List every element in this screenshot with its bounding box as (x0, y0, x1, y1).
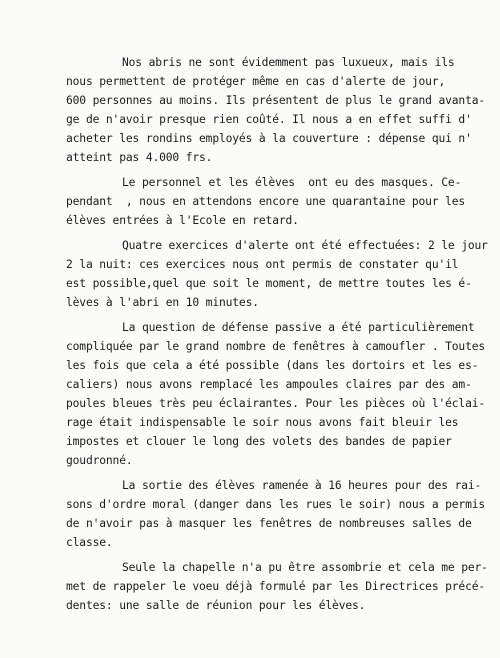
text-line: dentes: une salle de réunion pour les élèves. (66, 599, 366, 612)
text-line: impostes et clouer le long des volets des bandes de papier (66, 435, 452, 448)
text-line: ge de n'avoir presque rien coûté. Il nous a en effet suffi d' (66, 113, 472, 126)
paragraph-abris (66, 53, 491, 167)
text-line: La question de défense passive a été particulièrement (122, 321, 475, 334)
text-line: La sortie des élèves ramenée à 16 heures pour des rai- (122, 479, 482, 492)
text-line: Nos abris ne sont évidemment pas luxueux, mais ils (122, 56, 455, 69)
paragraph-masques (66, 173, 491, 230)
text-line: met de rappeler le voeu déjà formulé par les Directrices précé- (66, 580, 486, 593)
text-line: poules bleues très peu éclairantes. Pour les pièces où l'éclai- (66, 397, 486, 410)
paragraph-exercices (66, 236, 491, 312)
text-line: 600 personnes au moins. Ils présentent de plus le grand avanta- (66, 94, 486, 107)
text-line: 2 la nuit: ces exercices nous ont permis de constater qu'il (66, 258, 459, 271)
text-line: Seule la chapelle n'a pu être assombrie et cela me per- (122, 561, 488, 574)
text-line: goudronné. (66, 454, 133, 467)
paragraph-chapelle (66, 558, 491, 615)
text-line: atteint pas 4.000 frs. (66, 151, 213, 164)
text-line: est possible,quel que soit le moment, de mettre toutes les é- (66, 277, 472, 290)
text-line: compliquée par le grand nombre de fenêtres à camoufler . Toutes (66, 340, 486, 353)
text-line: Le personnel et les élèves ont eu des masques. Ce- (122, 176, 462, 189)
text-line: rage était indispensable le soir nous avons fait bleuir les (66, 416, 459, 429)
text-line: lèves à l'abri en 10 minutes. (66, 296, 259, 309)
text-line: sons d'ordre moral (danger dans les rues le soir) nous a permis (66, 498, 486, 511)
paragraph-defense-passive (66, 318, 491, 470)
paragraph-sortie (66, 476, 491, 552)
document-body (66, 53, 491, 621)
text-line: les fois que cela a été possible (dans les dortoirs et les es- (66, 359, 479, 372)
text-line: de n'avoir pas à masquer les fenêtres de nombreuses salles de (66, 517, 472, 530)
text-line: élèves entrées à l'Ecole en retard. (66, 214, 299, 227)
text-line: caliers) nous avons remplacé les ampoules claires par des am- (66, 378, 472, 391)
text-line: classe. (66, 536, 113, 549)
text-line: acheter les rondins employés à la couverture : dépense qui n' (66, 132, 472, 145)
text-line: Quatre exercices d'alerte ont été effectuées: 2 le jour (122, 239, 488, 252)
text-line: nous permettent de protéger même en cas d'alerte de jour, (66, 75, 446, 88)
text-line: pendant , nous en attendons encore une quarantaine pour les (66, 195, 466, 208)
